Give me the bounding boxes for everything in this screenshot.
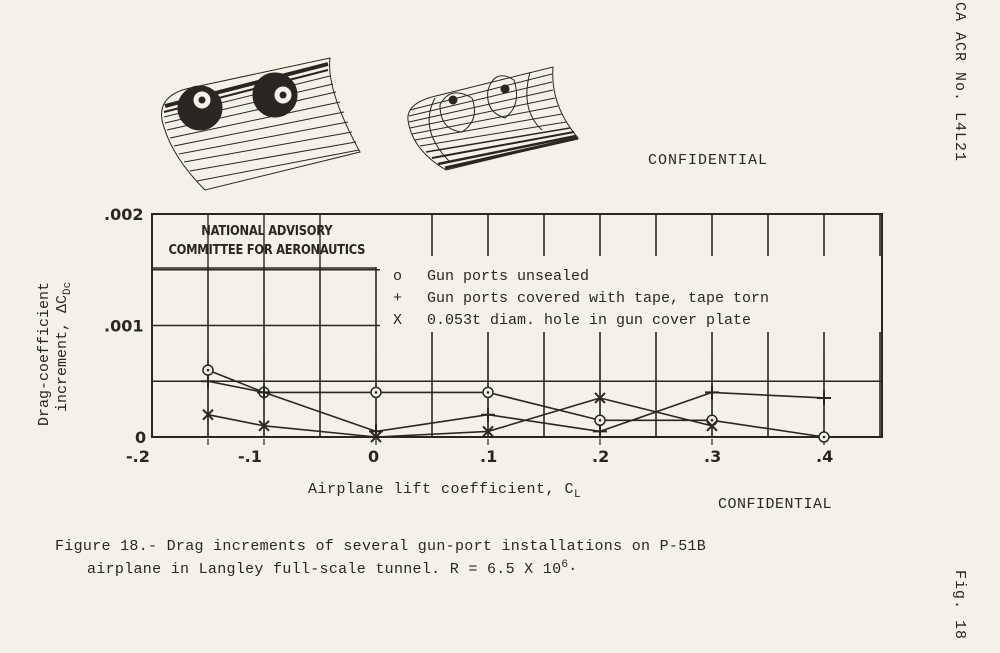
naca-stamp	[158, 222, 376, 260]
circle-marker-dot	[375, 391, 378, 394]
report-id: CA ACR No. L4L21	[951, 2, 968, 163]
plus-marker	[705, 385, 719, 399]
y-tick-label: 0	[135, 428, 147, 447]
confidential-label-top: CONFIDENTIAL	[648, 152, 769, 169]
y-axis-label-line1: Drag-coefficient	[36, 281, 53, 426]
circle-marker-dot	[207, 369, 210, 372]
x-axis-label: Airplane lift coefficient, $C_L$	[308, 481, 582, 501]
circle-marker-dot	[711, 419, 714, 422]
caption-line1: Figure 18.- Drag increments of several gun-port installations on P-51B	[55, 538, 707, 555]
legend-symbol-circle: o	[393, 268, 403, 285]
plus-marker	[481, 408, 495, 422]
circle-marker-dot	[823, 436, 826, 439]
plus-marker	[257, 385, 271, 399]
y-tick-label: .001	[104, 316, 144, 336]
naca-stamp-line1: NATIONAL ADVISORY	[201, 223, 333, 239]
confidential-label-bottom: CONFIDENTIAL	[718, 496, 833, 513]
x-tick-label: .3	[704, 447, 722, 466]
caption-line2: airplane in Langley full-scale tunnel. R = 6.5 X $10^6\cdot$	[87, 559, 578, 578]
x-tick-label: -.1	[238, 447, 262, 466]
x-tick-label: 0	[368, 447, 380, 466]
naca-stamp-line2: COMMITTEE FOR AERONAUTICS	[168, 242, 366, 258]
y-axis-label-line2: increment, $\Delta C_{Dc}$	[54, 281, 74, 412]
legend-item-taped: + Gun ports covered with tape, tape torn	[393, 288, 769, 310]
x-tick-label: -.2	[126, 447, 150, 466]
figure-number: Fig. 18	[951, 570, 968, 641]
legend-item-hole: X 0.053t diam. hole in gun cover plate	[393, 310, 769, 332]
x-tick-label: .1	[480, 447, 498, 466]
plus-marker	[817, 391, 831, 405]
series-unsealed-curve	[208, 370, 824, 437]
circle-marker-dot	[487, 391, 490, 394]
legend-symbol-x: X	[393, 312, 403, 329]
x-tick-label: .2	[592, 447, 610, 466]
x-tick-label: .4	[816, 447, 834, 466]
plus-marker	[201, 374, 215, 388]
series-hole-curve	[208, 398, 712, 437]
legend	[393, 266, 769, 332]
legend-symbol-plus: +	[393, 290, 403, 307]
legend-item-unsealed: o Gun ports unsealed	[393, 266, 769, 288]
circle-marker-dot	[599, 419, 602, 422]
y-tick-label: .002	[104, 205, 144, 224]
figure-caption	[55, 537, 706, 579]
